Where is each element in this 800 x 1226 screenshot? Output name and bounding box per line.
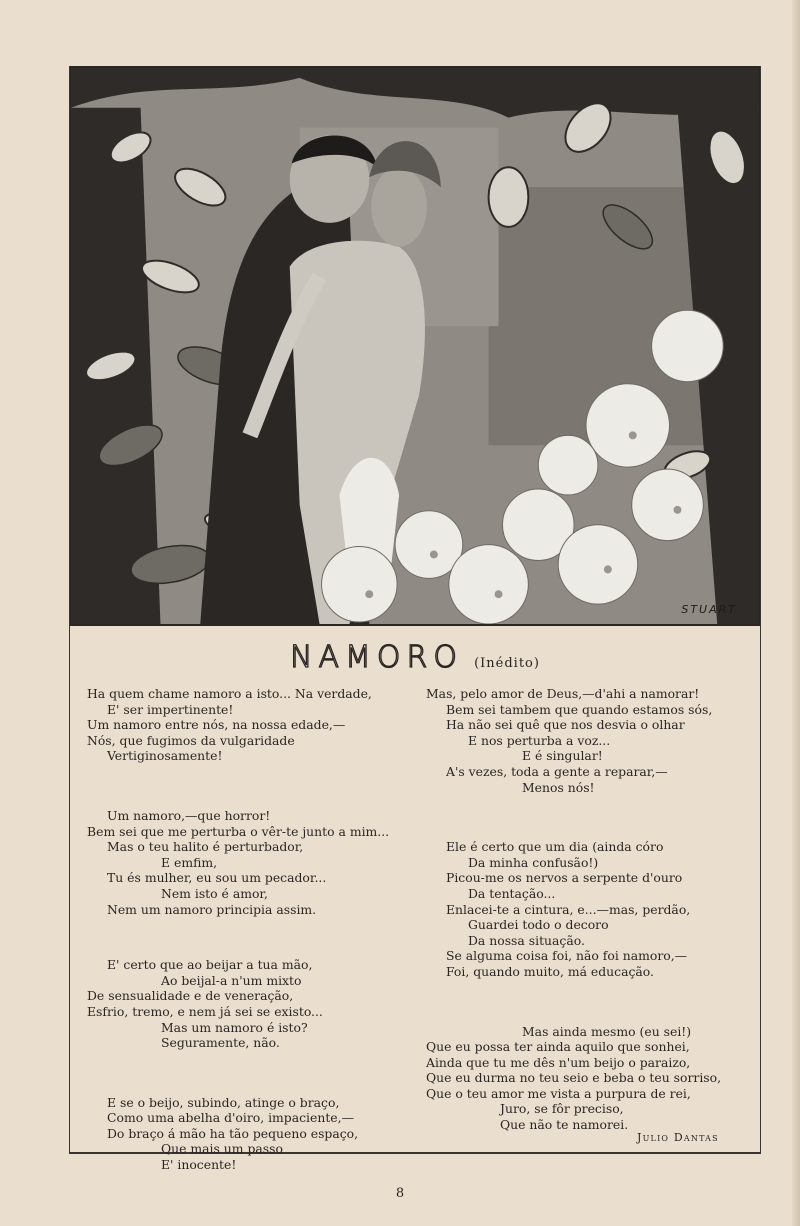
poem-right-column [426, 686, 756, 1133]
poem-line: Esfrio, tremo, e nem já sei se existo... [87, 1003, 323, 1019]
poem-line: Mas, pelo amor de Deus,—d'ahi a namorar! [426, 686, 700, 701]
poem-line: Da tentação... [468, 885, 556, 901]
poem-line: Que mais um passo [161, 1141, 283, 1157]
poem-stanza [426, 686, 756, 795]
poem-stanza [87, 686, 417, 764]
poem-line: Mas ainda mesmo (eu sei!) [522, 1023, 692, 1039]
poem-line: Nem isto é amor, [161, 885, 268, 901]
poem-line: Foi, quando muito, má educação. [446, 963, 654, 979]
poem-line: Juro, se fôr preciso, [500, 1101, 624, 1117]
illustration-signature: STUART [681, 603, 737, 616]
poem-line: Se alguma coisa foi, não foi namoro,— [446, 948, 688, 964]
poem-line: Um namoro entre nós, na nossa edade,— [87, 717, 346, 733]
poem-stanza [426, 1024, 756, 1133]
poem-line: Tu és mulher, eu sou um pecador... [107, 870, 327, 886]
poem-line: E' certo que ao beijar a tua mão, [107, 957, 313, 973]
poem-line: E' inocente! [161, 1157, 237, 1173]
poem-line: Um namoro,—que horror! [107, 807, 271, 823]
poem-title: NAMORO [290, 640, 463, 675]
poem-line: Nem um namoro principia assim. [107, 901, 317, 917]
poem-line: Guardei todo o decoro [468, 917, 609, 933]
poem-line: Da nossa situação. [468, 932, 585, 948]
poem-line: Que eu possa ter ainda aquilo que sonhei, [426, 1039, 690, 1055]
poem-line: Como uma abelha d'oiro, impaciente,— [107, 1110, 354, 1126]
poem-line: Que o teu amor me vista a purpura de rei, [426, 1085, 691, 1101]
poem-line: Que não te namorei. [500, 1117, 629, 1133]
poem-stanza [87, 1095, 417, 1173]
poem-stanza [426, 839, 756, 979]
poem-line: E emfim, [161, 854, 218, 870]
page-number: 8 [395, 1186, 405, 1201]
poem-line: Bem sei tambem que quando estamos sós, [446, 701, 713, 717]
poem-author: Julio Dantas [637, 1131, 719, 1144]
poem-stanza [87, 808, 417, 917]
poem-line: De sensualidade e de veneração, [87, 988, 294, 1004]
poem-line: Vertiginosamente! [107, 748, 223, 764]
poem-heading [69, 640, 761, 680]
poem-left-column [87, 686, 417, 1173]
poem-line: Enlacei-te a cintura, e...—mas, perdão, [446, 901, 691, 917]
poem-line: Que eu durma no teu seio e beba o teu sorriso, [426, 1070, 722, 1086]
poem-line: E' ser impertinente! [107, 701, 234, 717]
poem-line: A's vezes, toda a gente a reparar,— [446, 763, 668, 779]
poem-line: E se o beijo, subindo, atinge o braço, [107, 1094, 340, 1110]
poem-line: Ao beijal-a n'um mixto [161, 972, 302, 988]
poem-subtitle: (Inédito) [474, 656, 540, 671]
page-edge [792, 0, 800, 1226]
poem-line: Ele é certo que um dia (ainda córo [446, 839, 664, 855]
poem-line: Ha quem chame namoro a isto... Na verdade, [87, 686, 372, 701]
poem-line: Nós, que fugimos da vulgaridade [87, 732, 295, 748]
poem-line: E nos perturba a voz... [468, 732, 611, 748]
poem-line: Ainda que tu me dês n'um beijo o paraizo, [426, 1054, 691, 1070]
poem-line: Mas o teu halito é perturbador, [107, 839, 304, 855]
poem-line: Mas um namoro é isto? [161, 1019, 308, 1035]
poem-line: Bem sei que me perturba o vêr-te junto a mim... [87, 823, 390, 839]
poem-stanza [87, 957, 417, 1051]
poem-line: Ha não sei quê que nos desvia o olhar [446, 717, 685, 733]
poem-line: Menos nós! [522, 779, 595, 795]
poem-line: E é singular! [522, 748, 603, 764]
poem-line: Do braço á mão ha tão pequeno espaço, [107, 1125, 359, 1141]
poem-line: Seguramente, não. [161, 1035, 280, 1051]
poem-line: Picou-me os nervos a serpente d'ouro [446, 870, 683, 886]
poem-line: Da minha confusão!) [468, 854, 599, 870]
